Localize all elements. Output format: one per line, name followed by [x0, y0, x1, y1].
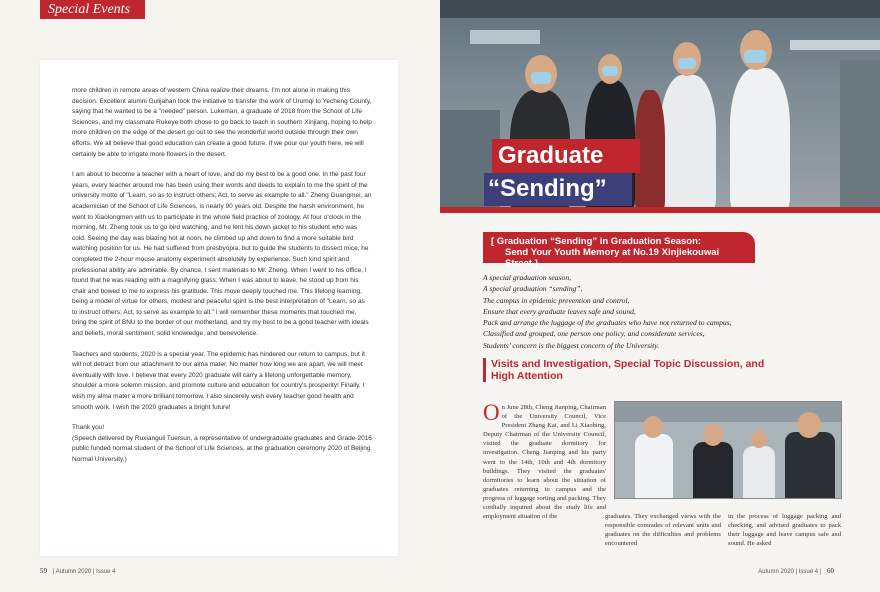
subhead-box: [483, 232, 755, 269]
feature-title-line2: “Sending”: [484, 173, 632, 206]
paragraph: more children in remote areas of western China realize their dreams. I'm not alone in making this decision. Excellent alumni Gulijahan took the initiative to transfer the work of Urumqi to Yecheng County, saying that he wanted to be a "needed" person. Lukeman, a graduate of 2018 from the School of Life Sciences, and my classmate Rukeye both chose to go back to teach in southern Xinjiang, hoping to help more children on the edge of the desert go out to see the wonderful world outside through their own efforts. We all believe that good education can create a good future. If we pour our youth here, we will certainly be able to irrigate more flowers in the desert.: [72, 87, 372, 158]
section-heading: Visits and Investigation, Special Topic Discussion, and High Attention: [483, 358, 781, 382]
subhead-line1: [ Graduation “Sending” in Graduation Season:: [491, 236, 702, 247]
folio-text: | Autumn 2020 | Issue 4: [52, 569, 116, 575]
red-band: [440, 207, 880, 213]
feature-title-line1: Graduate: [492, 139, 640, 173]
article-column-2: graduates. They exchanged views with the responsible comrades of relevant units and graduates on the difficulties and problems encountered: [605, 513, 721, 548]
paragraph: (Speech delivered by Ruxianguli Tuersun, a representative of undergraduate graduates and Grade-2016 public funded normal student of the School of Life Sciences, at the graduation ceremony 2020 of Beijing Normal University.): [72, 434, 372, 463]
poem-line: A special graduation “sending”,: [483, 284, 583, 294]
inset-photo: [614, 401, 842, 499]
poem-line: Classified and grouped, one person one policy, and considerate services,: [483, 329, 705, 339]
intro-poem: [483, 272, 783, 351]
drop-cap: O: [483, 400, 500, 425]
article-column-1: [483, 400, 606, 521]
column-text: n June 28th, Cheng Jianping, Chairman of the University Council, Vice President Zhang Kai, and Li Xiaobing, Deputy Chairman of the University Council, visited the graduate dormitory for investigation. Cheng Jianping and his party went to the 14th, 10th and 4th dormitory buildings. They visited the graduates' dormitories to learn about the situation of graduates returning to campus and the progress of luggage sorting and packing. They cordially inquired about the study life and employment situation of the: [483, 404, 606, 521]
folio-text: Autumn 2020 | Issue 4 |: [758, 569, 822, 575]
page-number: 59: [40, 567, 47, 575]
article-column-3: in the process of luggage packing and checking, and advised graduates to pack their luggage and leave campus safe and sound. He asked: [728, 513, 841, 548]
poem-line: Ensure that every graduate leaves safe and sound,: [483, 306, 636, 316]
folio-left: [40, 567, 116, 575]
page-number: 60: [827, 567, 834, 575]
poem-line: The campus in epidemic prevention and control,: [483, 295, 630, 305]
poem-line: Students’ concern is the biggest concern of the University.: [483, 340, 660, 350]
paragraph: Teachers and students, 2020 is a special year. The epidemic has hindered our return to campus, but it will not detract from our attachment to our alma mater. No matter how long we are apart, we will meet eventually with love. I believe that every 2020 graduate will carry a lifelong unforgettable memory, shoulder a more solemn mission, and promote culture and education for country's prosperity! Finally, I wish my alma mater a more brilliant tomorrow. I also sincerely wish every teacher good health and smooth work. I wish the 2020 graduates a bright future!: [72, 350, 365, 411]
subhead-line2: Send Your Youth Memory at No.19 Xinjiekouwai Street ]: [505, 247, 720, 269]
section-tag: Special Events: [40, 0, 145, 19]
poem-line: A special graduation season,: [483, 273, 572, 282]
paragraph: Thank you!: [72, 424, 105, 432]
poem-line: Pack and arrange the luggage of the graduates who have not returned to campus,: [483, 318, 732, 328]
folio-right: [758, 567, 834, 575]
paragraph: I am about to become a teacher with a heart of love, and do my best to be a good one. In the past four years, every teacher around me has been using their words and deeds to explain to me the spirit of the university motto of "Learn, so as to instruct others; Act, to serve as example to all." Zheng Guangmei, an academician of the School of Life Sciences, is nearly 90 years old. Despite the harsh environment, he went to Xiaolongmen with us to participate in the whole field practice of zoology. At four o'clock in the morning, Mr. Zheng took us to go bird watching, and he lent his down jacket to his student who was cold. Seeing the day was blazing hot at noon, he climbed up and down to find a more suitable bird watching position for us. He had suffered from presbyopia, but to guide the students to dissect mice, he completed the 2-hour mouse anatomy experiment absolutely by experience. Such kind spirit and professional ability are admirable. By chance, I sent materials to Mr. Zheng. When I went to his office, I found that he was reading with a magnifying glass. When I was about to leave, he stood up from his chair and bowed to me to express his gratitude. This move deeply touched me. This lifelong learning, being a model of virtue for others, modest and peaceful spirit is the best interpretation of "Learn, so as to instruct others; Act, to serve as example to all." I will remember these moments that touched me, bring the spirit of BNU to the border of our motherland, and try my best to be a good teacher with ideals and beliefs, moral sentiment, solid knowledge, and benevolence.: [72, 171, 372, 338]
speech-text: [72, 86, 372, 476]
